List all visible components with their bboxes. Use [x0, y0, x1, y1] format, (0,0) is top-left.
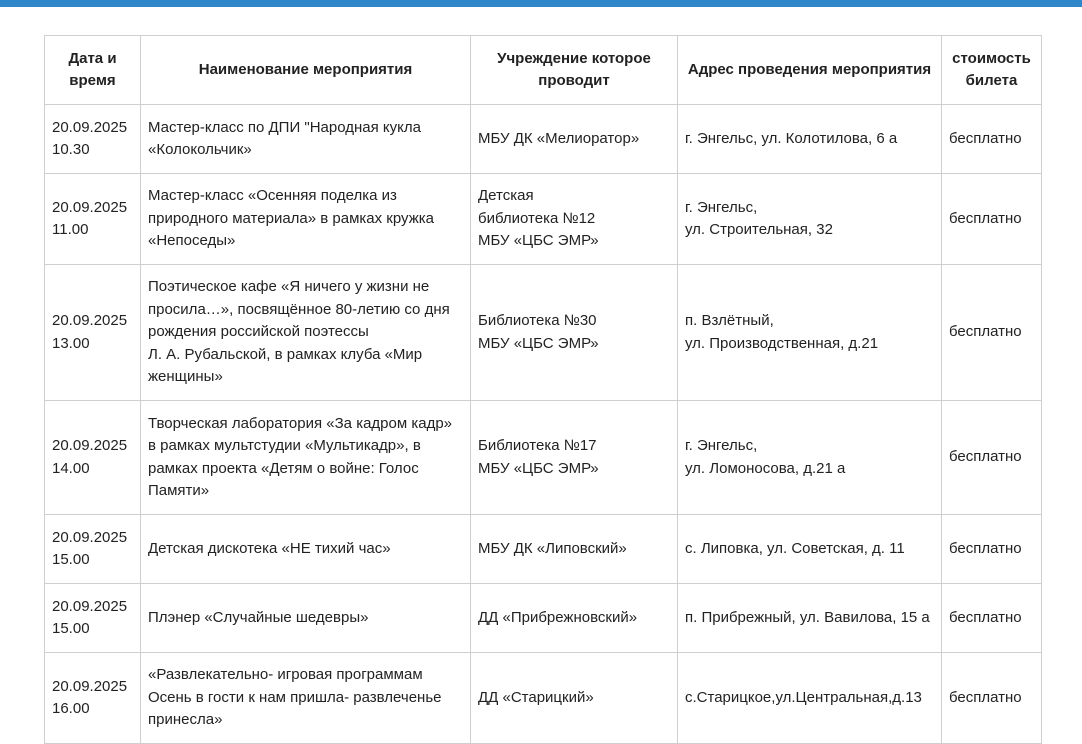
header-date: Дата и время — [45, 36, 141, 105]
cell-datetime: 20.09.2025 15.00 — [45, 515, 141, 584]
table-row — [45, 515, 1042, 584]
cell-price: бесплатно — [942, 584, 1042, 653]
cell-event-name: Мастер-класс по ДПИ "Народная кукла «Колокольчик» — [141, 105, 471, 174]
cell-price: бесплатно — [942, 105, 1042, 174]
cell-datetime: 20.09.2025 15.00 — [45, 584, 141, 653]
cell-datetime: 20.09.2025 13.00 — [45, 265, 141, 401]
cell-event-name: Творческая лаборатория «За кадром кадр» в рамках мультстудии «Мультикадр», в рамках проекта «Детям о войне: Голос Памяти» — [141, 401, 471, 515]
cell-datetime: 20.09.2025 11.00 — [45, 174, 141, 265]
cell-event-name: Мастер-класс «Осенняя поделка из природного материала» в рамках кружка «Непоседы» — [141, 174, 471, 265]
cell-address: г. Энгельс, ул. Строительная, 32 — [678, 174, 942, 265]
cell-organizer: ДД «Старицкий» — [471, 653, 678, 744]
cell-address: с.Старицкое,ул.Центральная,д.13 — [678, 653, 942, 744]
header-price: стоимость билета — [942, 36, 1042, 105]
table-row — [45, 653, 1042, 744]
cell-organizer: Библиотека №17 МБУ «ЦБС ЭМР» — [471, 401, 678, 515]
cell-organizer: Детская библиотека №12 МБУ «ЦБС ЭМР» — [471, 174, 678, 265]
cell-address: г. Энгельс, ул. Колотилова, 6 а — [678, 105, 942, 174]
cell-datetime: 20.09.2025 14.00 — [45, 401, 141, 515]
cell-price: бесплатно — [942, 174, 1042, 265]
cell-price: бесплатно — [942, 653, 1042, 744]
cell-address: с. Липовка, ул. Советская, д. 11 — [678, 515, 942, 584]
header-event-name: Наименование мероприятия — [141, 36, 471, 105]
table-row — [45, 105, 1042, 174]
cell-organizer: ДД «Прибрежновский» — [471, 584, 678, 653]
table-header-row — [45, 36, 1042, 105]
table-row — [45, 584, 1042, 653]
cell-address: г. Энгельс, ул. Ломоносова, д.21 а — [678, 401, 942, 515]
header-organizer: Учреждение которое проводит — [471, 36, 678, 105]
cell-event-name: Плэнер «Случайные шедевры» — [141, 584, 471, 653]
cell-datetime: 20.09.2025 10.30 — [45, 105, 141, 174]
cell-event-name: Поэтическое кафе «Я ничего у жизни не просила…», посвящённое 80-летию со дня рождения российской поэтессы Л. А. Рубальской, в рамках клуба «Мир женщины» — [141, 265, 471, 401]
table-row — [45, 174, 1042, 265]
cell-event-name: «Развлекательно- игровая программам Осень в гости к нам пришла- развлеченье принесла» — [141, 653, 471, 744]
table-row — [45, 265, 1042, 401]
cell-organizer: МБУ ДК «Липовский» — [471, 515, 678, 584]
cell-price: бесплатно — [942, 401, 1042, 515]
cell-organizer: Библиотека №30 МБУ «ЦБС ЭМР» — [471, 265, 678, 401]
top-accent-bar — [0, 0, 1082, 7]
cell-organizer: МБУ ДК «Мелиоратор» — [471, 105, 678, 174]
cell-datetime: 20.09.2025 16.00 — [45, 653, 141, 744]
header-address: Адрес проведения мероприятия — [678, 36, 942, 105]
cell-address: п. Взлётный, ул. Производственная, д.21 — [678, 265, 942, 401]
table-row — [45, 401, 1042, 515]
events-table — [44, 35, 1042, 744]
cell-price: бесплатно — [942, 265, 1042, 401]
cell-address: п. Прибрежный, ул. Вавилова, 15 а — [678, 584, 942, 653]
cell-event-name: Детская дискотека «НЕ тихий час» — [141, 515, 471, 584]
cell-price: бесплатно — [942, 515, 1042, 584]
